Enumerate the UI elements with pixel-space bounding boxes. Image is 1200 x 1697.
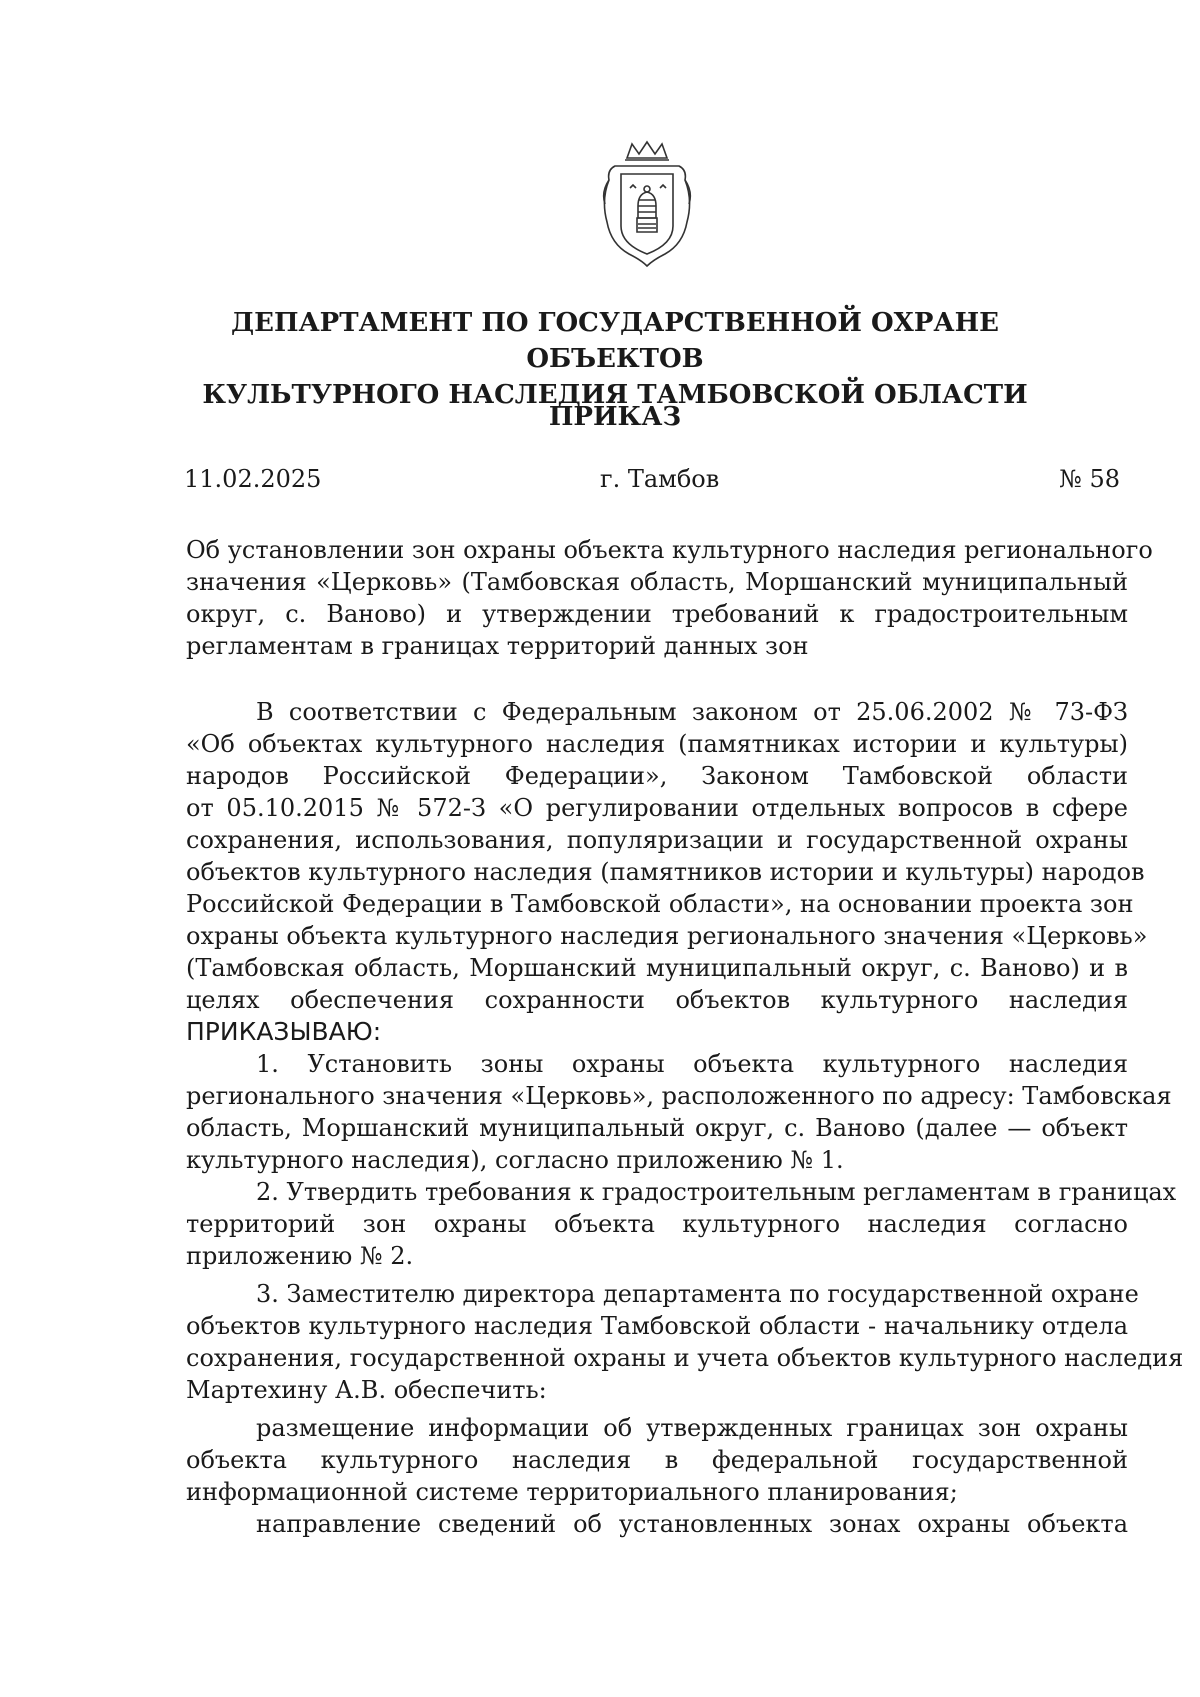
item-2-line: 2. Утвердить требования к градостроительным регламентам в границах bbox=[256, 1178, 1177, 1206]
document-type: ПРИКАЗ bbox=[548, 402, 682, 432]
title-line: Об установлении зон охраны объекта культурного наследия регионального bbox=[186, 536, 1153, 564]
preamble-line: объектов культурного наследия (памятников истории и культуры) народов bbox=[186, 858, 1145, 886]
document-body bbox=[186, 696, 1184, 1540]
department-name bbox=[150, 305, 1080, 413]
item-2-line: приложению № 2. bbox=[186, 1242, 414, 1270]
title-line: округ, с. Ваново) и утверждении требований к градостроительным bbox=[186, 600, 1128, 628]
document-title bbox=[186, 534, 1153, 662]
preamble-line: охраны объекта культурного наследия регионального значения «Церковь» bbox=[186, 922, 1148, 950]
coat-of-arms-icon bbox=[597, 140, 697, 270]
preamble-line: «Об объектах культурного наследия (памятниках истории и культуры) bbox=[186, 730, 1128, 758]
command-word: ПРИКАЗЫВАЮ: bbox=[186, 1017, 382, 1046]
preamble-line: сохранения, использования, популяризации и государственной охраны bbox=[186, 826, 1128, 854]
item-3-line: сохранения, государственной охраны и учета объектов культурного наследия bbox=[186, 1344, 1184, 1372]
item-2-line: территорий зон охраны объекта культурного наследия согласно bbox=[186, 1210, 1128, 1238]
item-1-line: регионального значения «Церковь», расположенного по адресу: Тамбовская bbox=[186, 1082, 1172, 1110]
preamble-line: народов Российской Федерации», Законом Тамбовской области bbox=[186, 762, 1128, 790]
item-1-line: 1. Установить зоны охраны объекта культурного наследия bbox=[256, 1050, 1128, 1078]
title-line: значения «Церковь» (Тамбовская область, Моршанский муниципальный bbox=[186, 568, 1128, 596]
document-city: г. Тамбов bbox=[600, 465, 720, 493]
preamble-line: Российской Федерации в Тамбовской области», на основании проекта зон bbox=[186, 890, 1134, 918]
department-line-2: КУЛЬТУРНОГО НАСЛЕДИЯ ТАМБОВСКОЙ ОБЛАСТИ bbox=[202, 380, 1028, 410]
document-date: 11.02.2025 bbox=[184, 465, 322, 493]
preamble-line: (Тамбовская область, Моршанский муниципальный округ, с. Ваново) и в bbox=[186, 954, 1128, 982]
item-3-line: Мартехину А.В. обеспечить: bbox=[186, 1376, 547, 1404]
item-3b-line: направление сведений об установленных зонах охраны объекта bbox=[256, 1510, 1128, 1538]
preamble-line: В соответствии с Федеральным законом от 25.06.2002 № 73-ФЗ bbox=[256, 698, 1128, 726]
item-3a-line: информационной системе территориального планирования; bbox=[186, 1478, 958, 1506]
department-line-1: ДЕПАРТАМЕНТ ПО ГОСУДАРСТВЕННОЙ ОХРАНЕ ОБЪЕКТОВ bbox=[231, 308, 999, 374]
item-3a-line: размещение информации об утвержденных границах зон охраны bbox=[256, 1414, 1128, 1442]
preamble-line: целях обеспечения сохранности объектов культурного наследия bbox=[186, 986, 1128, 1014]
item-1-line: культурного наследия), согласно приложению № 1. bbox=[186, 1146, 844, 1174]
item-3-line: 3. Заместителю директора департамента по государственной охране bbox=[256, 1280, 1139, 1308]
title-line: регламентам в границах территорий данных зон bbox=[186, 632, 809, 660]
preamble-line: от 05.10.2015 № 572-З «О регулировании отдельных вопросов в сфере bbox=[186, 794, 1128, 822]
item-3-line: объектов культурного наследия Тамбовской области - начальнику отдела bbox=[186, 1312, 1128, 1340]
document-number: № 58 bbox=[1059, 465, 1120, 493]
item-3a-line: объекта культурного наследия в федеральной государственной bbox=[186, 1446, 1128, 1474]
item-1-line: область, Моршанский муниципальный округ, с. Ваново (далее — объект bbox=[186, 1114, 1128, 1142]
